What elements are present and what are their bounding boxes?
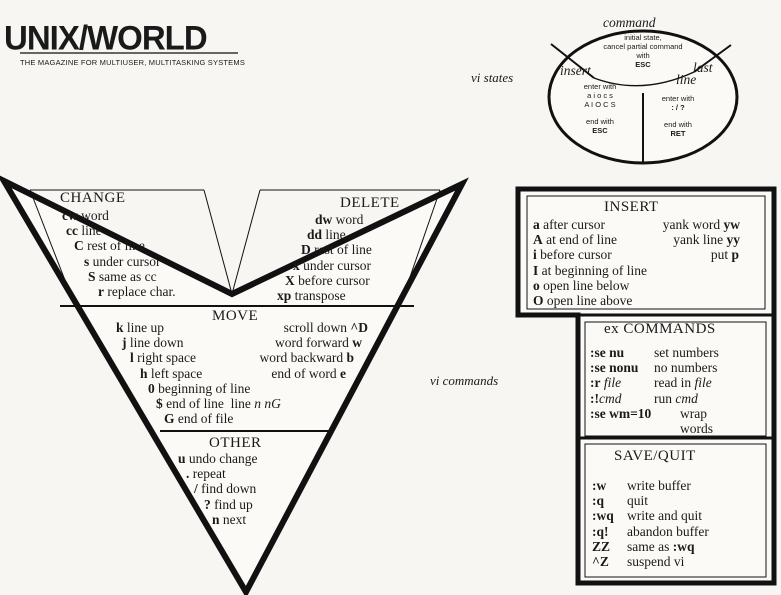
ex-keys: :se nu :se nonu :r file :!cmd :se wm=10 (590, 345, 652, 421)
state-last-title-1: last (693, 60, 713, 75)
state-insert-title: insert (560, 63, 591, 78)
vi-states-label: vi states (471, 70, 514, 85)
ex-title: ex COMMANDS (604, 321, 716, 337)
move-title: MOVE (212, 308, 259, 324)
move-left-list: k line up j line down l right space h left space (116, 320, 203, 381)
state-last-title-2: line (676, 72, 697, 87)
save-keys: :w :q :wq :q! ZZ ^Z (592, 478, 614, 570)
change-list: cw word cc line C rest of line s under cursor S same as cc r replace char. (62, 208, 176, 300)
move-bottom-list: 0 beginning of line $ end of line line n nG G end of file (148, 381, 281, 427)
state-command-title: command (603, 15, 656, 30)
logo: UNIX/WORLD (4, 18, 207, 57)
state-last-text: enter with : / ? end with RET (661, 94, 695, 138)
state-command-text: initial state, cancel partial command with ESC (603, 33, 683, 69)
vi-commands-label: vi commands (430, 373, 499, 388)
other-title: OTHER (209, 435, 262, 451)
change-title: CHANGE (60, 190, 126, 206)
save-title: SAVE/QUIT (614, 448, 696, 464)
insert-right-list: yank word yw yank line yy put p (662, 217, 740, 263)
other-list: u undo change . repeat / find down ? find up n next (178, 451, 258, 527)
tagline: THE MAGAZINE FOR MULTIUSER, MULTITASKING SYSTEMS (20, 58, 246, 67)
ex-descs: set numbers no numbers read in file run cmd wrap words (654, 345, 719, 437)
delete-list: dw word dd line D rest of line x under cursor X before cursor xp transpose (277, 212, 372, 304)
state-insert-text: enter with a i o c s A I O C S end with ESC (583, 82, 617, 135)
insert-title: INSERT (604, 199, 659, 215)
insert-left-list: a after cursor A at end of line i before cursor I at beginning of line o open line below O open line above (533, 217, 647, 309)
save-descs: write buffer quit write and quit abandon buffer same as :wq suspend vi (627, 478, 709, 570)
delete-title: DELETE (340, 195, 400, 211)
move-right-list: scroll down ^D word forward w word backward b end of word e (259, 320, 368, 381)
